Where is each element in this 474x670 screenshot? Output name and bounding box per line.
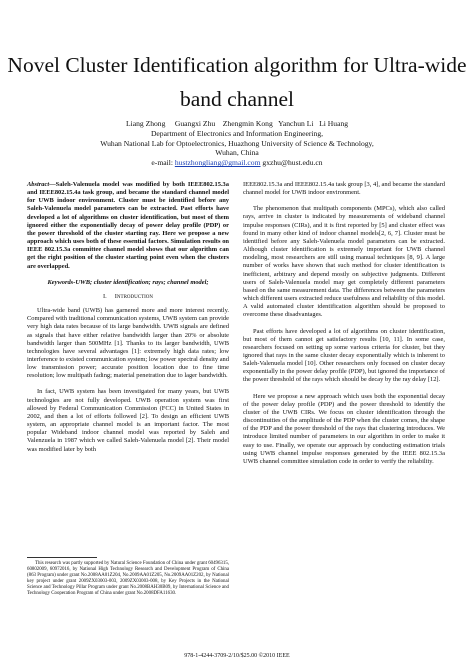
paragraph: Ultra-wide band (UWB) has garnered more and more interest recently. Compared with traditional communication systems, UWB system can provide very high data rates because of its large bandwidth. UWB signals are defined as signals that have either relative bandwidth larger than 20% or absolute bandwidth larger than 500MHz [1]. Thanks to its larger bandwidth, UWB technologies have several advantages [1]: extremely high data rates; low interference to existed communication system; low power spectral density and low transmission power; accurate position location due to fine time resolution; low multipath fading; material penetration due to lager bandwidth. [27,307,229,380]
paragraph: Past efforts have developed a lot of algorithms on cluster identification, but most of them cannot get satisfactory results [10, 11]. In some case, researchers focused on setting up some various criteria for cluster, but they ignored that rays in the same cluster decay exponentially which is inherent to Saleh-Valenuela model [10]. Other researchers only focused on cluster decay exponentially in the power delay profile (PDP), but ignored the importance of the power threshold of the rays which should be decay by the ray delay [12]. [243,327,445,384]
paper-title: Novel Cluster Identification algorithm for Ultra-wide band channel [7,53,467,111]
paragraph: IEEE802.15.3a and IEEE802.15.4a task group [3, 4], and became the standard channel model for UWB indoor environment. [243,181,446,197]
author-city: Wuhan, China [215,148,259,158]
paragraph: Here we propose a new approach which uses both the exponential decay of the power delay profile (PDP) and the power threshold to identify the cluster of the UWB CIRs. We focus on cluster identification through the discontinuities of the amplitude of the PDP when the cluster comes, the shape of the PDP and the power threshold of the rays that clustering introduces. We introduce limited number of parameters in our algorithm in order to make it easy to use. Finally, we operate our approach by conducting estimation trials using UWB channel impulse responses generated by the IEEE 802.15.3a UWB channel committee simulation code in order to verify the reliability. [243,392,445,465]
author-names: Liang Zhong Guangxi Zhu Zhengmin Kong Yanchun Li Li Huang [125,119,349,128]
section-heading-introduction: I. Introduction [102,292,154,300]
abstract-label: Abstract [27,181,50,188]
author-email-line [0,158,474,168]
keywords-label: Keywords [47,278,74,286]
footnote-rule [27,557,97,558]
page-footer: 978-1-4244-3709-2/10/$25.00 ©2010 IEEE [184,653,290,659]
author-lab: Wuhan National Lab for Optoelectronics, Huazhong University of Science & Technology, [100,138,374,148]
paragraph: The phenomenon that multipath components (MPCs), which also called rays, arrive in cluster is indicated by measurements of wideband channel impulse responses (CIRs), and it is first reported by [5] and cluster effect was found in many other kind of indoor channel models[2, 6, 7]. Cluster must be identified before any Saleh-Valenuela model parameters can be extracted. Although cluster identification is extremely important for UWB channel modeling, most researchers are still using manual techniques [8, 9]. A large number of works have shown that such method for cluster identification is inefficient, arbitrary and depend mostly on subjective judgments. Different users of Saleh-Valenuela model may get completely different parameters based on the same measurement data. The differences between the parameters which different users extracted reduce usefulness and reliability of this model. A valid automated cluster identification algorithm should be proposed to overcome these disadvantages. [243,205,445,319]
paragraph: In fact, UWB system has been investigated for many years, but UWB technologies are not fully developed. UWB operation system was first allowed by Federal Communication Commission (FCC) in United States in 2002, and then a lot of efforts followed [2]. To design an efficient UWB system, an appropriate channel model is an important factor. The most popular Wideband indoor channel model was reported by Saleh and Valenzuela in 1987 which we called Saleh-Valenuela model [2]. Their model was modified later by both [27,388,229,453]
footnote: This research was partly supported by Natural Science Foundation of China under grant 60496315, 60802009, 60972016, by National High Technology Research and Development Program of China (863 Program) under grant No.2008AA01Z204, No.2009AA01Z205, No.2009AA01Z202, by National key project under grant 2009ZX03003-003, 2009ZX03003-008, by Key Projects in the National Science and Technology Pillar Program under grant No.2008BAH30B09, by International Science and Technology Cooperation Program of China under grant No.2008DFA11630. [27,561,229,597]
abstract [27,181,229,271]
email-prefix: e-mail: [151,158,173,168]
right-column [243,181,445,474]
author-department: Department of Electronics and Information Engineering, [150,128,324,138]
abstract-text: —Saleh-Valenuela model was modified by both IEEE802.15.3a and IEEE802.15.4a task group, and became the standard channel model for UWB indoor environment. Cluster must be identified before any Saleh-Valenuela model parameters can be extracted. Past efforts have developed a lot of algorithms on cluster identification, but most of them ignored either the exponentially decay of power delay profile (PDP) or the power threshold of the cluster starting ray. Here we propose a new approach which uses both of these essential factors. Simulation results on IEEE 802.15.3a committee channel model shows that our algorithm can get the right position of the cluster starting point even when the clusters are overlapped. [27,181,229,270]
keywords [27,279,229,287]
left-column [27,181,229,462]
keywords-text: -UWB; cluster identification; rays; channel model; [73,278,209,286]
email-link[interactable]: hustzhongliang@gmail.com [174,158,261,168]
email-secondary: gxzhu@hust.edu.cn [262,158,323,168]
author-block [0,119,474,168]
